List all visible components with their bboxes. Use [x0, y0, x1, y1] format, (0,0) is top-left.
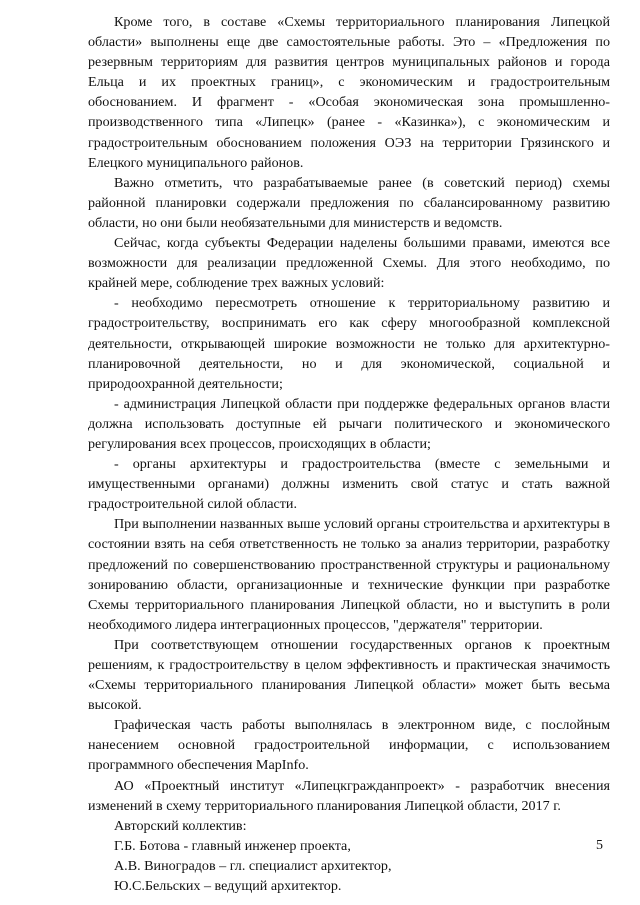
paragraph-graphic-part: Графическая часть работы выполнялась в электронном виде, с послойным нанесением основной градостроительной информации, с использованием программного обеспечения MapInfo. — [88, 717, 610, 774]
paragraph-developer: АО «Проектный институт «Липецкгражданпроект» - разработчик внесения изменений в схему территориального планирования Липецкой области, 2017 г. — [88, 777, 610, 814]
paragraph-architecture-bodies: При выполнении названных выше условий органы строительства и архитектуры в состоянии взять на себя ответственность не только за анализ территории, разработку предложений по совершенствованию пространственной структуры и рациональному зонированию области, организационные и технические функции при разработке Схемы территориального планирования Липецкой области, но и выступить в роли необходимого лидера интеграционных процессов, "держателя" территории. — [88, 516, 610, 633]
page-number: 5 — [596, 838, 603, 853]
paragraph-additional-works: Кроме того, в составе «Схемы территориального планирования Липецкой области» выполнены еще две самостоятельные работы. Это – «Предложения по резервным территориям для развития центров муниципальных районов и города Ельца и их проектных границ», с экономическим и градостроительным обоснованием. И фрагмент - «Особая экономическая зона промышленно-производственного типа «Липецк» (ранее - «Казинка»), с экономическим и градостроительным обоснованием положения ОЭЗ на территории Грязинского и Елецкого муниципального районов. — [88, 14, 610, 171]
author-belskikh: Ю.С.Бельских – ведущий архитектор. — [114, 878, 342, 895]
authors-heading: Авторский коллектив: — [114, 817, 247, 834]
paragraph-condition-1: - необходимо пересмотреть отношение к территориальному развитию и градостроительству, воспринимать его как сферу многообразной комплексной деятельности, открывающей широкие возможности не только для архитектурно-планировочной деятельности, но и для экономической, социальной и природоохранной деятельности; — [88, 295, 610, 392]
paragraph-soviet-period-schemes: Важно отметить, что разрабатываемые ранее (в советский период) схемы районной планировки содержали предложения по сбалансированному развитию области, но они были необязательными для министерств и ведомств. — [88, 174, 610, 231]
document-page — [88, 12, 610, 896]
paragraph-condition-3: - органы архитектуры и градостроительства (вместе с земельными и имущественными органами) должны изменить свой статус и стать важной градостроительной силой области. — [88, 456, 610, 513]
paragraph-effectiveness: При соответствующем отношении государственных органов к проектным решениям, к градостроительству в целом эффективность и практическая значимость «Схемы территориального планирования Липецкой области» может быть весьма высокой. — [88, 636, 610, 714]
paragraph-three-conditions: Сейчас, когда субъекты Федерации наделены большими правами, имеются все возможности для реализации предложенной Схемы. Для этого необходимо, по крайней мере, соблюдение трех важных условий: — [88, 235, 610, 292]
author-vinogradov: А.В. Виноградов – гл. специалист архитектор, — [114, 857, 392, 874]
author-botova: Г.Б. Ботова - главный инженер проекта, — [114, 837, 351, 854]
paragraph-condition-2: - администрация Липецкой области при поддержке федеральных органов власти должна использовать доступные ей рычаги политического и экономического регулирования всех процессов, происходящих в области; — [88, 395, 610, 452]
